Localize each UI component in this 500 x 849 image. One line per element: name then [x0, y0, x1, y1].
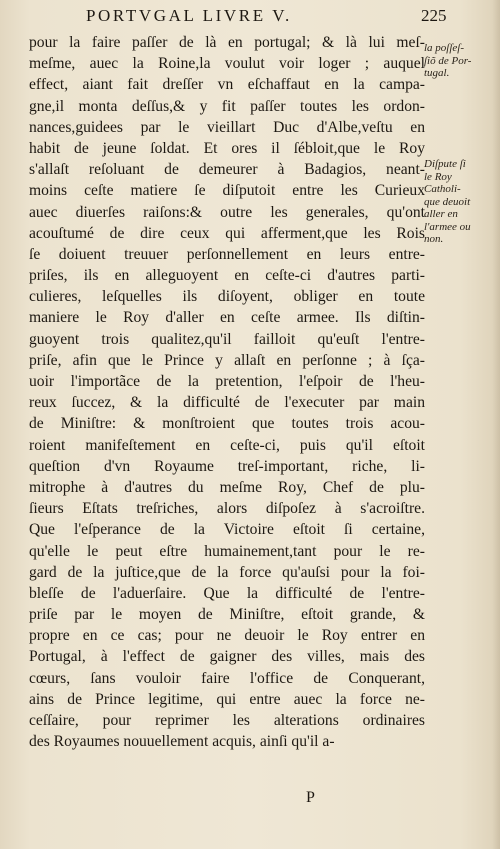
sidenote-line: ſiõ de Por- [424, 54, 472, 67]
sidenote-line: la poſſeſ- [424, 42, 465, 54]
text-line: uoir l'importãce de la pretention, l'eſpoir de l'heu- [29, 373, 425, 390]
text-line: gne,il monta deſſus,& y fit paſſer toutes les ordon- [29, 97, 425, 115]
text-line: effect, aiant fait dreſſer vn eſchaffaut en la campa- [29, 76, 425, 94]
text-line: ſe doiuent treuuer perſonnellement en leurs entre- [29, 245, 425, 263]
text-line: priſe, afin que le Prince y allaſt en perſonne ; à ſça- [29, 351, 425, 369]
text-line: priſe par le moyen de Miniſtre, eſtoit grande, & [29, 606, 425, 624]
text-line: meſme, auec la Roine,la voulut voir loger ; auquel [29, 55, 425, 73]
sidenote-line: Diſpute ſi [424, 158, 466, 170]
text-line: ſieurs Eſtats treſriches, alors diſpoſez à s'acroiſtre. [29, 500, 425, 518]
text-line: cœurs, ſans vouloir faire l'office de Conquerant, [29, 669, 425, 687]
text-line: habit de jeune ſoldat. Et ores il ſébloit,que le Roy [29, 139, 425, 157]
text-line: Portugal, à l'effect de gaigner des villes, mais des [29, 648, 425, 666]
page-header [0, 6, 500, 32]
text-line: Que l'eſperance de la Victoire eſtoit ſi certaine, [29, 521, 425, 539]
text-line: ains de Prince legitime, qui entre auec la force ne- [29, 690, 425, 708]
sidenote-line: Catholi- [424, 183, 461, 195]
sidenote-possession [424, 42, 498, 80]
text-line: moins ceſte matiere ſe diſputoit entre les Curieux [29, 182, 425, 200]
body-text [29, 32, 425, 752]
text-line: propre en ce cas; pour ne deuoir le Roy entrer en [29, 627, 425, 645]
text-line: nances,guidees par le vieillart Duc d'Albe,veſtu en [29, 118, 425, 136]
text-line: maniere le Roy d'aller en ceſte armee. Ils diſtin- [29, 309, 425, 327]
text-line: des Royaumes nouuellement acquis, ainſi qu'il a- [29, 733, 335, 751]
sidenote-line: tugal. [424, 67, 450, 79]
text-line: mitrophe à d'autres du meſme Roy, Chef de plu- [29, 478, 425, 496]
text-line: pour la faire paſſer de là en portugal; & là lui meſ- [29, 34, 425, 51]
sidenote-dispute [424, 158, 498, 246]
text-line: s'allaſt reſoluant de demeurer à Badagios, neant- [29, 161, 425, 179]
running-title: PORTVGAL LIVRE V. [86, 6, 292, 25]
text-line: de Miniſtre: & monſtroient que toutes trois acou- [29, 415, 425, 433]
text-line: gard de la juſtice,que de la force qu'auſsi pour la foi- [29, 563, 425, 581]
text-line: queſtion d'vn Royaume treſ-important, riche, li- [29, 457, 425, 475]
text-line: roient manifeſtement en ceſte-ci, puis qu'il eſtoit [29, 436, 425, 454]
text-line: guoyent trois qualitez,qu'il failloit qu'euſt l'entre- [29, 330, 425, 348]
text-line: culieres, leſquelles ils diſoyent, obliger en toute [29, 288, 425, 306]
sidenote-line: l'armee ou [424, 220, 471, 233]
page-number: 225 [421, 6, 447, 25]
catchword: P [306, 789, 315, 806]
sidenote-line: non. [424, 233, 444, 245]
page-edge-shadow [492, 0, 500, 849]
text-line: qu'elle le peut eſtre humainement,tant pour le re- [29, 542, 425, 560]
text-line: bleſſe de l'aduerſaire. Que la difficulté de l'entre- [29, 584, 425, 602]
text-line: auec diuerſes raiſons:& outre les generales, qu'ont [29, 203, 425, 221]
text-line: priſes, ils en alleguoyent en ceſte-ci d'autres parti- [29, 267, 425, 285]
sidenote-line: aller en [424, 208, 458, 220]
text-line: acouſtumé de dire ceux qui afferment,que les Rois [29, 224, 425, 242]
text-line: reux ſuccez, & la difficulté de l'executer par main [29, 394, 425, 412]
sidenote-line: que deuoit [424, 195, 471, 208]
sidenote-line: le Roy [424, 170, 452, 183]
text-line: ceſſaire, pour reprimer les alterations ordinaires [29, 712, 425, 729]
